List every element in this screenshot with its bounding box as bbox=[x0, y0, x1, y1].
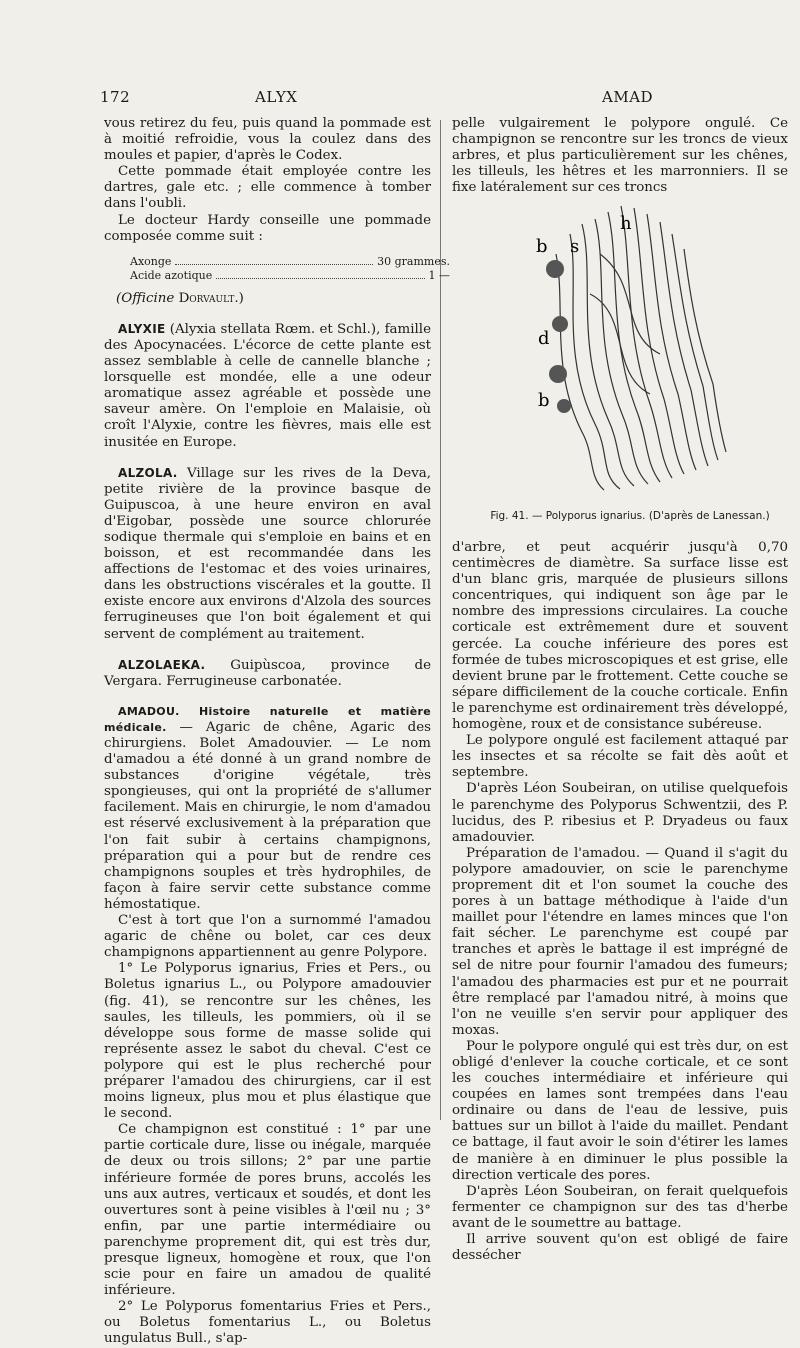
figure-caption: Fig. 41. — Polyporus ignarius. (D'après de Lanessan.) bbox=[490, 510, 770, 522]
paragraph: C'est à tort que l'on a surnommé l'amadou agaric de chêne ou bolet, car ces deux champignons appartiennent au genre Polypore. bbox=[104, 913, 431, 961]
right-running-title: AMAD bbox=[602, 88, 654, 106]
officine-end: .) bbox=[234, 290, 244, 306]
paragraph: D'après Léon Soubeiran, on utilise quelquefois le parenchyme des Polyporus Schwentzii, des P. lucidus, des P. ribesius et P. Dryadeus ou faux amadouvier. bbox=[452, 781, 788, 845]
figure-label: h bbox=[620, 213, 632, 234]
paragraph: D'après Léon Soubeiran, on ferait quelquefois fermenter ce champignon sur des tas d'herbe avant de le soumettre au battage. bbox=[452, 1183, 788, 1231]
recipe-row bbox=[130, 255, 450, 269]
entry-alzola bbox=[104, 465, 431, 643]
entry-text: — Agaric de chêne, Agaric des chirurgiens. Bolet Amadouvier. — Le nom d'amadou a été donné à un grand nombre de substances d'origine végétale, très spongieuses, qui ont la propriété de s'allumer facilement. Mais en chirurgie, le nom d'amadou est réservé exclusivement à la préparation que l'on fait subir à certains champignons, préparation qui a pour but de rendre ces champignons souples et très hydrophiles, de façon à faire servir cette substance comme hémostatique. bbox=[104, 719, 431, 912]
officine-credit bbox=[116, 291, 431, 307]
entry-text: Guipùscoa, province de Vergara. Ferrugineuse carbonatée. bbox=[104, 657, 431, 689]
figure-label: b bbox=[538, 390, 550, 411]
officine-label: (Officine bbox=[116, 290, 179, 306]
entry-alyxie bbox=[104, 321, 431, 451]
paragraph: Le polypore ongulé est facilement attaqué par les insectes et sa récolte se fait dès août et septembre. bbox=[452, 733, 788, 781]
dot-leader bbox=[175, 264, 373, 265]
recipe-quantity: 1 — bbox=[428, 268, 450, 282]
entry-text: Village sur les rives de la Deva, petite rivière de la province basque de Guipuscoa, à une heure environ en aval d'Eigobar, possède une source chlorurée sodique thermale qui s'emploie en bains et en boisson, et est recommandée dans les affections de l'estomac et des voies urinaires, dans les obstructions viscérales et la goutte. Il existe encore aux environs d'Alzola des sources ferrugineuses que l'on boit également et qui servent de complément au traitement. bbox=[104, 465, 431, 642]
figure-label: b bbox=[536, 236, 548, 257]
recipe-quantity: 30 grammes. bbox=[377, 254, 450, 268]
left-column bbox=[104, 116, 450, 1348]
entry-head: ALZOLAEKA. bbox=[118, 657, 206, 672]
recipe-table bbox=[130, 255, 450, 283]
entry-text: (Alyxia stellata Rœm. et Schl.), famille des Apocynacées. L'écorce de cette plante est assez semblable à celle de cannelle blanche ; lorsquelle est mondée, elle a une odeur aromatique assez agréable et possède une saveur amère. On l'emploie en Malaisie, où croît l'Alyxie, contre les fièvres, mais elle est inusitée en Europe. bbox=[104, 321, 431, 450]
paragraph: Préparation de l'amadou. — Quand il s'agit du polypore amadouvier, on scie le parenchyme proprement dit et l'on soumet la couche des pores à un battage méthodique à l'aide d'un maillet pour l'étendre en lames minces que l'on fait sécher. Le parenchyme est coupé par tranches et après le battage il est imprégné de sel de nitre pour fournir l'amadou des fumeurs; l'amadou des pharmacies est pur et ne pourrait être remplacé par l'amadou nitré, à moins que l'on ne veuille s'en servir pour appliquer des moxas. bbox=[452, 845, 788, 1038]
tube-illustration bbox=[556, 206, 726, 490]
entry-head: ALZOLA. bbox=[118, 465, 178, 480]
paragraph: d'arbre, et peut acquérir jusqu'à 0,70 centimècres de diamètre. Sa surface lisse est d'un blanc gris, marquée de plusieurs sillons concentriques, qui indiquent son âge par le nombre des impressions circulaires. La couche corticale est extrêmement dure et souvent gercée. La couche inférieure des pores est formée de tubes microscopiques et est grise, elle devient brune par le frottement. Cette couche se sépare difficilement de la couche corticale. Enfin le parenchyme est ordinairement très développé, homogène, roux et de consistance subéreuse. bbox=[452, 540, 788, 733]
paragraph: 1° Le Polyporus ignarius, Fries et Pers., ou Boletus ignarius L., ou Polypore amadouvier (fig. 41), se rencontre sur les chênes, les saules, les tilleuls, les pommiers, où il se développe sous forme de masse solide qui représente assez le sabot du cheval. C'est ce polypore qui est le plus recherché pour préparer l'amadou des chirurgiens, car il est moins ligneux, plus mou et plus élastique que le second. bbox=[104, 961, 431, 1122]
officine-name: Dorvault bbox=[178, 290, 235, 306]
paragraph: Ce champignon est constitué : 1° par une partie corticale dure, lisse ou inégale, marquée de deux ou trois sillons; 2° par une partie inférieure formée de pores bruns, accolés les uns aux autres, verticaux et soudés, et dont les ouvertures sont à peine visibles à l'œil nu ; 3° enfin, par une partie intermédiaire ou parenchyme proprement dit, qui est très dur, presque ligneux, homogène et roux, que l'on scie pour en faire un amadou de qualité inférieure. bbox=[104, 1122, 431, 1299]
paragraph: vous retirez du feu, puis quand la pommade est à moitié refroidie, vous la coulez dans des moules et papier, d'après le Codex. bbox=[104, 116, 431, 164]
page-number: 172 bbox=[100, 88, 131, 106]
paragraph: Pour le polypore ongulé qui est très dur, on est obligé d'enlever la couche corticale, et ce sont les couches intermédiaire et inférieure qui coupées en lames sont trempées dans l'eau ordinaire ou dans de l'eau de lessive, puis battues sur un billot à l'aide du maillet. Pendant ce battage, il faut avoir le soin d'étirer les lames de manière à en diminuer le plus possible la direction verticale des pores. bbox=[452, 1038, 788, 1183]
dot-leader bbox=[216, 278, 424, 279]
right-column-top bbox=[452, 116, 788, 196]
recipe-ingredient: Axonge bbox=[130, 254, 172, 268]
right-column-bottom bbox=[452, 540, 788, 1264]
recipe-row bbox=[130, 269, 450, 283]
paragraph: Cette pommade était employée contre les dartres, gale etc. ; elle commence à tomber dans l'oubli. bbox=[104, 164, 431, 212]
entry-head: AMADOU. Histoire naturelle et matière médicale. bbox=[104, 704, 431, 734]
paragraph: Le docteur Hardy conseille une pommade composée comme suit : bbox=[104, 212, 431, 244]
figure-label: s bbox=[570, 236, 580, 257]
entry-alzolaeka bbox=[104, 657, 431, 690]
left-running-title: ALYX bbox=[255, 88, 298, 106]
paragraph: pelle vulgairement le polypore ongulé. Ce champignon se rencontre sur les troncs de vieux arbres, et plus particulièrement sur les chênes, les tilleuls, les hêtres et les marronniers. Il se fixe latéralement sur ces troncs bbox=[452, 116, 788, 196]
paragraph: Il arrive souvent qu'on est obligé de faire dessécher bbox=[452, 1232, 788, 1264]
paragraph: 2° Le Polyporus fomentarius Fries et Pers., ou Boletus fomentarius L., ou Boletus ungulatus Bull., s'ap- bbox=[104, 1299, 431, 1347]
recipe-ingredient: Acide azotique bbox=[130, 268, 213, 282]
entry-head: ALYXIE bbox=[118, 321, 166, 336]
entry-amadou bbox=[104, 704, 431, 913]
polyporus-figure bbox=[500, 194, 740, 494]
figure-label: d bbox=[538, 328, 550, 349]
